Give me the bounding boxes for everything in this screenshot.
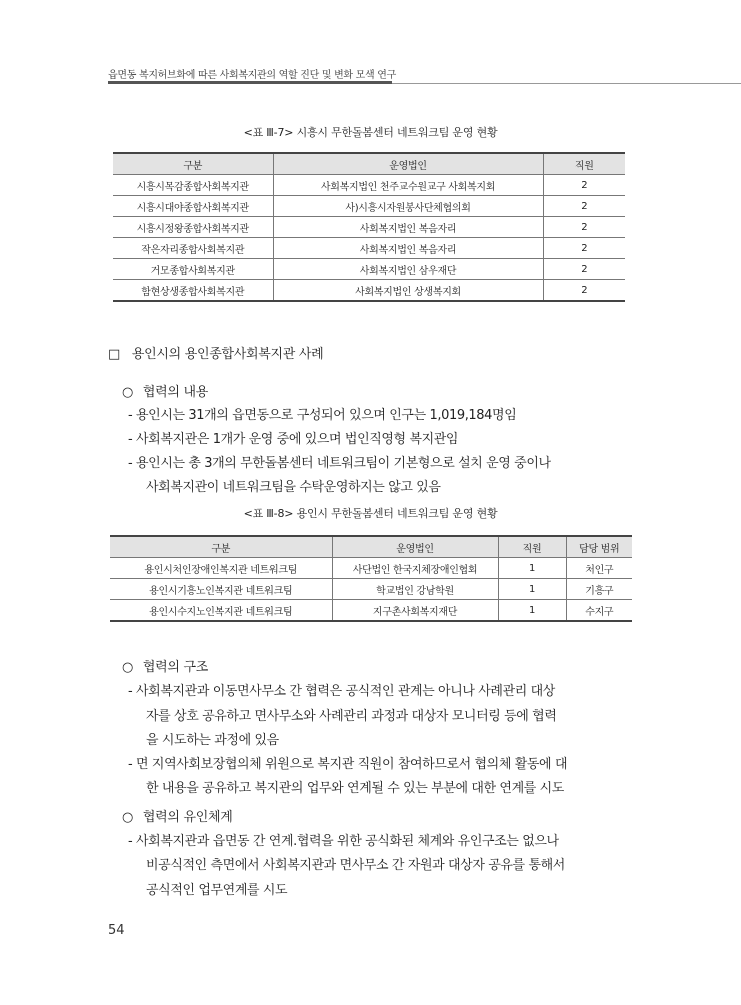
table2-col-header: 구분 [110, 536, 332, 558]
circle-bullet-icon: ○ [122, 810, 134, 825]
subsection-title: 협력의 내용 [142, 385, 209, 400]
table-row [113, 238, 625, 259]
checkbox-square-icon: □ [108, 347, 120, 362]
table-cell: 함현상생종합사회복지관 [113, 280, 273, 302]
table-cell: 2 [543, 196, 625, 217]
bullet-line-continued: 자를 상호 공유하고 면사무소와 사례관리 과정과 대상자 모니터링 등에 협력 [146, 709, 557, 724]
table-cell: 사단법인 한국지체장애인협회 [332, 558, 498, 579]
table-row [113, 259, 625, 280]
table-row [110, 579, 632, 600]
bullet-line-continued: 을 시도하는 과정에 있음 [146, 733, 279, 748]
table1-col-header: 운영법인 [273, 153, 543, 175]
bullet-line-continued: 비공식적인 측면에서 사회복지관과 면사무소 간 자원과 대상자 공유를 통해서 [146, 858, 565, 873]
table-cell: 작은자리종합사회복지관 [113, 238, 273, 259]
table-cell: 수지구 [566, 600, 632, 622]
circle-bullet-icon: ○ [122, 660, 134, 675]
table-cell: 시흥시목감종합사회복지관 [113, 175, 273, 196]
table-cell: 1 [498, 600, 566, 622]
table-cell: 거모종합사회복지관 [113, 259, 273, 280]
bullet-line: - 사회복지관과 이동면사무소 간 협력은 공식적인 관계는 아니나 사례관리 대상 [128, 684, 555, 699]
table-row [113, 175, 625, 196]
table-cell: 사회복지법인 복음자리 [273, 238, 543, 259]
table-cell: 2 [543, 280, 625, 302]
subsection-title: 협력의 구조 [142, 660, 209, 675]
table1-caption: <표 Ⅲ-7> 시흥시 무한돌봄센터 네트워크팀 운영 현황 [243, 126, 498, 139]
table1-header-row [113, 153, 625, 175]
table-cell: 사회복지법인 상생복지회 [273, 280, 543, 302]
subsection-title: 협력의 유인체계 [142, 810, 233, 825]
bullet-line-continued: 사회복지관이 네트워크팀을 수탁운영하지는 않고 있음 [146, 480, 441, 495]
table-cell: 1 [498, 579, 566, 600]
table-row [113, 196, 625, 217]
bullet-line: - 사회복지관과 읍면동 간 연계.협력을 위한 공식화된 체계와 유인구조는 없으나 [128, 834, 559, 849]
table-cell: 용인시기흥노인복지관 네트워크팀 [110, 579, 332, 600]
table-cell: 사)시흥시자원봉사단체협의회 [273, 196, 543, 217]
bullet-line: - 사회복지관은 1개가 운영 중에 있으며 법인직영형 복지관임 [128, 432, 459, 447]
table-cell: 용인시수지노인복지관 네트워크팀 [110, 600, 332, 622]
subsection-heading [122, 806, 233, 825]
header-rule-accent [108, 81, 392, 84]
table1-col-header: 직원 [543, 153, 625, 175]
table-cell: 시흥시대야종합사회복지관 [113, 196, 273, 217]
table-cell: 1 [498, 558, 566, 579]
table-row [113, 217, 625, 238]
page-number: 54 [108, 923, 125, 938]
subsection-heading [122, 656, 208, 675]
table-cell: 2 [543, 175, 625, 196]
table-cell: 사회복지법인 복음자리 [273, 217, 543, 238]
running-title: 읍면동 복지허브화에 따른 사회복지관의 역할 진단 및 변화 모색 연구 [108, 70, 396, 81]
bullet-line-continued: 공식적인 업무연계를 시도 [146, 883, 288, 898]
table-cell: 지구촌사회복지재단 [332, 600, 498, 622]
table-row [110, 600, 632, 622]
table2-col-header: 직원 [498, 536, 566, 558]
table2 [110, 535, 632, 622]
table-cell: 용인시처인장애인복지관 네트워크팀 [110, 558, 332, 579]
table-cell: 처인구 [566, 558, 632, 579]
table-cell: 2 [543, 259, 625, 280]
table-cell: 사회복지법인 삼우재단 [273, 259, 543, 280]
bullet-line-continued: 한 내용을 공유하고 복지관의 업무와 연계될 수 있는 부분에 대한 연계를 시도 [146, 781, 564, 796]
bullet-line: - 면 지역사회보장협의체 위원으로 복지관 직원이 참여하므로서 협의체 활동에 대 [128, 757, 568, 772]
table2-col-header: 담당 범위 [566, 536, 632, 558]
table-cell: 2 [543, 217, 625, 238]
table1 [113, 152, 625, 302]
table-row [110, 558, 632, 579]
section-heading [108, 343, 323, 362]
bullet-line: - 용인시는 총 3개의 무한돌봄센터 네트워크팀이 기본형으로 설치 운영 중이나 [128, 456, 551, 471]
bullet-line: - 용인시는 31개의 읍면동으로 구성되어 있으며 인구는 1,019,184명임 [128, 408, 517, 423]
table-cell: 2 [543, 238, 625, 259]
table2-caption: <표 Ⅲ-8> 용인시 무한돌봄센터 네트워크팀 운영 현황 [243, 507, 498, 520]
section-heading-text: 용인시의 용인종합사회복지관 사례 [131, 347, 324, 362]
table-cell: 사회복지법인 천주교수원교구 사회복지회 [273, 175, 543, 196]
subsection-heading [122, 381, 208, 400]
table2-col-header: 운영법인 [332, 536, 498, 558]
table-row [113, 280, 625, 302]
table-cell: 학교법인 강남학원 [332, 579, 498, 600]
table2-header-row [110, 536, 632, 558]
table-cell: 기흥구 [566, 579, 632, 600]
table-cell: 시흥시정왕종합사회복지관 [113, 217, 273, 238]
circle-bullet-icon: ○ [122, 385, 134, 400]
table1-col-header: 구분 [113, 153, 273, 175]
